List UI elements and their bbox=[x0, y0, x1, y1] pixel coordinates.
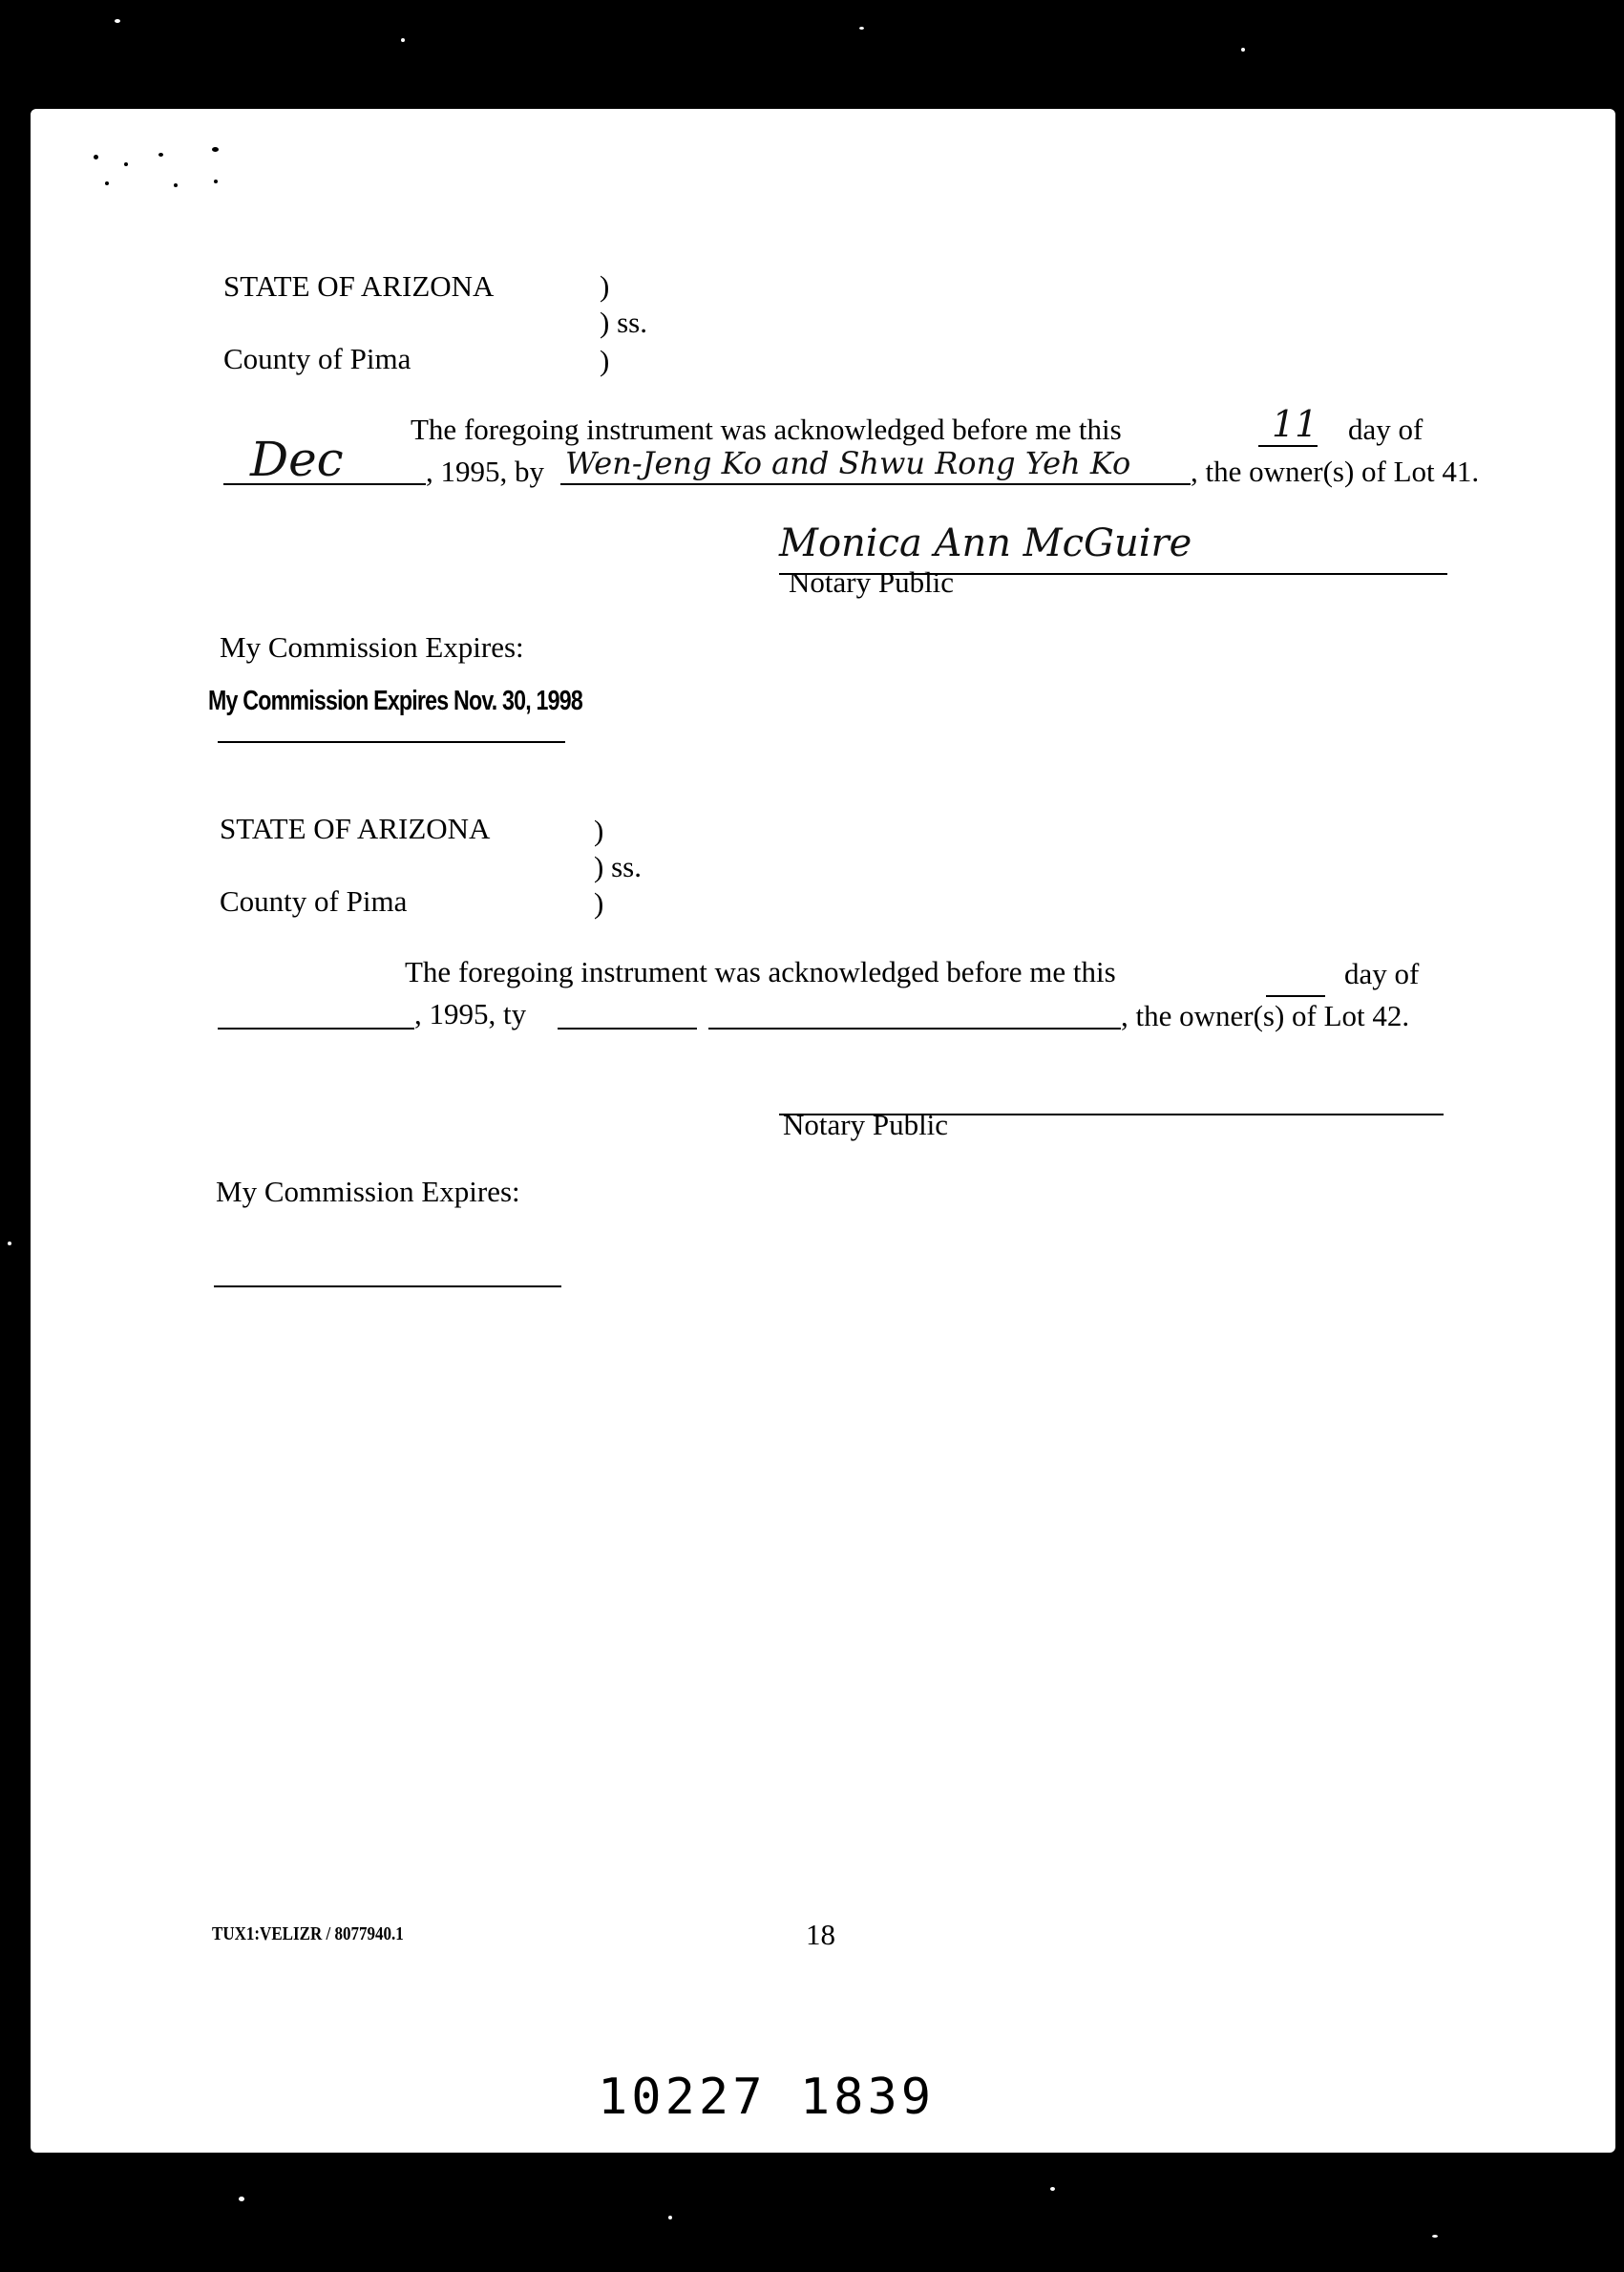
commission-stamp: My Commission Expires Nov. 30, 1998 bbox=[208, 686, 582, 716]
scan-speck bbox=[124, 162, 128, 166]
month-handwritten: Dec bbox=[250, 432, 344, 487]
paren: ) bbox=[600, 269, 610, 303]
paren: ) bbox=[594, 814, 604, 847]
scan-speck bbox=[94, 155, 98, 159]
scan-speck bbox=[105, 181, 109, 185]
record-number: 10227 1839 bbox=[598, 2069, 936, 2126]
scan-speck bbox=[401, 38, 405, 42]
owners-blank-line bbox=[558, 1028, 697, 1030]
day-of-text: day of bbox=[1344, 957, 1420, 990]
scan-speck bbox=[212, 147, 219, 152]
document-page bbox=[31, 109, 1615, 2153]
scan-speck bbox=[8, 1242, 11, 1245]
owner-lot-text: , the owner(s) of Lot 41. bbox=[1191, 455, 1480, 488]
commission-line bbox=[214, 1285, 561, 1287]
owner-lot-text: , the owner(s) of Lot 42. bbox=[1121, 999, 1410, 1032]
ss-marker: ) ss. bbox=[600, 306, 647, 339]
year-by-text: , 1995, ty bbox=[414, 997, 527, 1030]
scan-speck bbox=[174, 183, 178, 187]
month-blank-line bbox=[223, 483, 426, 485]
state-label: STATE OF ARIZONA bbox=[220, 812, 491, 845]
notary-signature: Monica Ann McGuire bbox=[779, 521, 1192, 565]
notary-public-label: Notary Public bbox=[783, 1108, 949, 1141]
year-by-text: , 1995, by bbox=[426, 455, 544, 488]
paren: ) bbox=[600, 344, 610, 377]
county-label: County of Pima bbox=[220, 884, 408, 918]
owners-blank-line bbox=[560, 483, 1191, 485]
scan-speck bbox=[115, 19, 120, 23]
acknowledgment-text: The foregoing instrument was acknowledged before me this bbox=[405, 955, 1116, 988]
scan-speck bbox=[1241, 48, 1245, 52]
paren: ) bbox=[594, 886, 604, 920]
page-number: 18 bbox=[806, 1918, 835, 1951]
owners-blank-line bbox=[708, 1028, 1121, 1030]
document-code: TUX1:VELIZR / 8077940.1 bbox=[212, 1923, 404, 1944]
scan-speck bbox=[668, 2216, 672, 2219]
day-handwritten: 11 bbox=[1272, 403, 1318, 445]
month-blank-line bbox=[218, 1028, 414, 1030]
state-label: STATE OF ARIZONA bbox=[223, 269, 495, 303]
scan-speck bbox=[239, 2197, 244, 2201]
commission-line bbox=[218, 741, 565, 743]
scan-speck bbox=[859, 27, 864, 30]
day-blank-line bbox=[1266, 995, 1325, 997]
county-label: County of Pima bbox=[223, 342, 411, 375]
scan-speck bbox=[214, 180, 218, 183]
commission-label: My Commission Expires: bbox=[220, 630, 524, 664]
scan-speck bbox=[1432, 2235, 1438, 2238]
acknowledgment-text: The foregoing instrument was acknowledged before me this bbox=[411, 413, 1122, 446]
scan-speck bbox=[158, 153, 163, 157]
owners-handwritten: Wen-Jeng Ko and Shwu Rong Yeh Ko bbox=[565, 445, 1131, 481]
commission-label: My Commission Expires: bbox=[216, 1175, 520, 1208]
ss-marker: ) ss. bbox=[594, 850, 642, 883]
day-blank-line bbox=[1258, 445, 1318, 447]
day-of-text: day of bbox=[1348, 413, 1424, 446]
notary-public-label: Notary Public bbox=[789, 565, 955, 599]
scan-speck bbox=[1050, 2187, 1055, 2191]
